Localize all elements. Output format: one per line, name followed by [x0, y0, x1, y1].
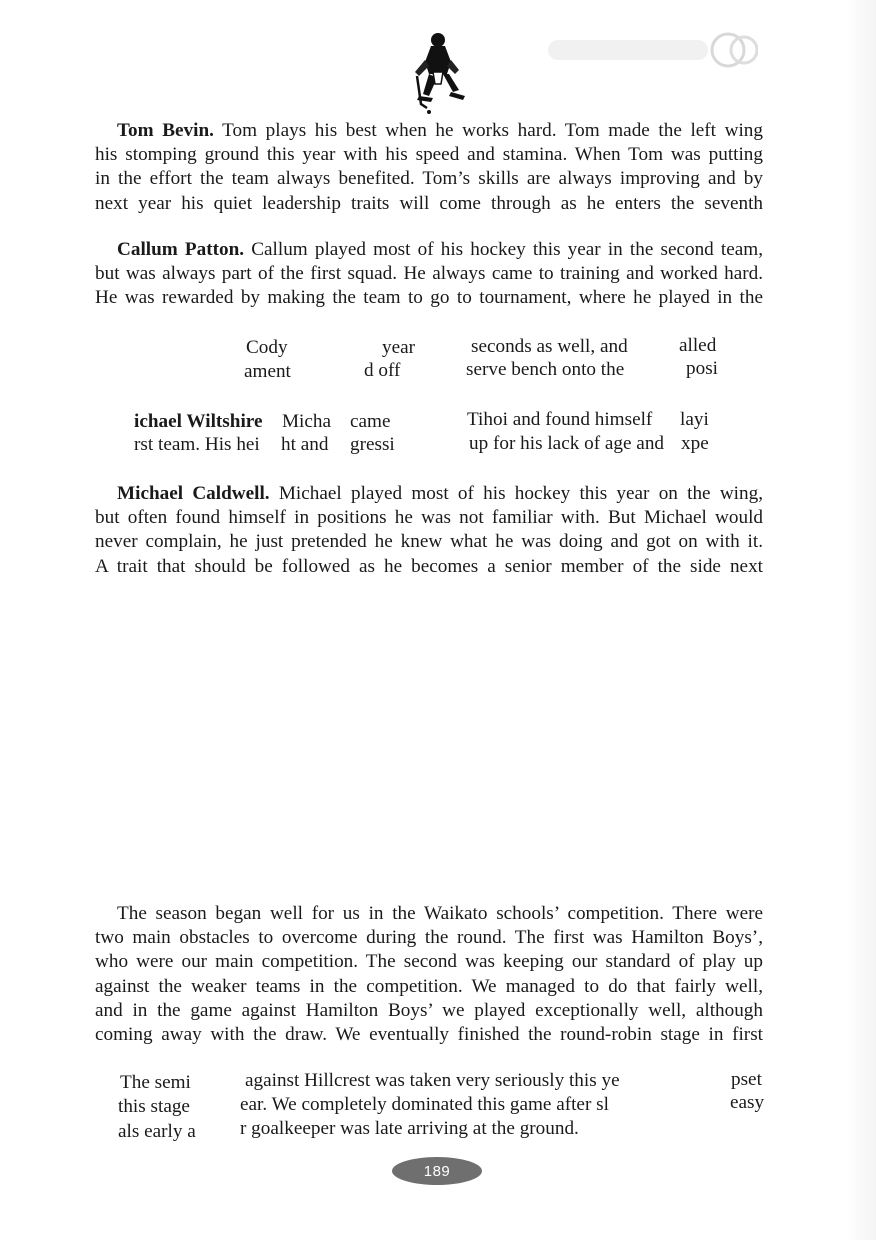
text-fragment: xpe	[681, 433, 709, 454]
michael-caldwell-paragraph	[95, 482, 763, 579]
callum-patton-paragraph	[95, 238, 763, 311]
text-fragment: serve bench onto the	[466, 359, 625, 380]
text-fragment: up for his lack of age and	[469, 433, 665, 454]
text-fragment: ichael Wiltshire	[134, 411, 263, 432]
player-name: Tom Bevin.	[117, 120, 214, 141]
paragraph-line: his stomping ground this year with his speed and stamina. When Tom was putting	[95, 144, 763, 166]
paragraph-line: never complain, he just pretended he knew what he was doing and got on with it.	[95, 531, 763, 553]
text-fragment: ht and	[281, 434, 329, 455]
text-fragment: layi	[680, 409, 709, 430]
paragraph-line: but often found himself in positions he was not familiar with. But Michael would	[95, 507, 763, 529]
text-fragment: easy	[730, 1092, 765, 1113]
paragraph-line: Michael Caldwell. Michael played most of his hockey this year on the wing,	[117, 483, 763, 504]
text-fragment: r goalkeeper was late arriving at the ground.	[240, 1118, 579, 1139]
paragraph-line: A trait that should be followed as he becomes a senior member of the side next	[95, 555, 763, 577]
text-fragment: The semi	[120, 1072, 191, 1093]
page-number: 189	[423, 1162, 451, 1180]
text-fragment: year	[382, 337, 416, 358]
text-fragment: this stage	[118, 1096, 190, 1117]
paragraph-line: Tom Bevin. Tom plays his best when he works hard. Tom made the left wing	[117, 120, 763, 141]
text-fragment: ament	[244, 361, 291, 382]
player-name: Callum Patton.	[117, 239, 245, 260]
paragraph-line: He was rewarded by making the team to go to tournament, where he played in the	[95, 287, 763, 309]
text-fragment: came	[350, 411, 391, 432]
player-name: Michael Caldwell.	[117, 483, 270, 504]
page-number-badge	[392, 1157, 482, 1185]
text-fragment: rst team. His hei	[134, 434, 260, 455]
paragraph-line: next year his quiet leadership traits will come through as he enters the seventh	[95, 192, 763, 214]
text-fragment: Cody	[246, 337, 288, 358]
paragraph-line: coming away with the draw. We eventually finished the round-robin stage in first	[95, 1024, 763, 1046]
paragraph-line: against the weaker teams in the competition. We managed to do that fairly well,	[95, 975, 763, 997]
text-fragment: ear. We completely dominated this game after sl	[240, 1094, 609, 1115]
tom-bevin-paragraph	[95, 119, 763, 216]
paragraph-line: two main obstacles to overcome during the round. The first was Hamilton Boys’,	[95, 927, 763, 949]
paragraph-line: in the effort the team always benefited. Tom’s skills are always improving and by	[95, 168, 763, 190]
page-edge-shadow	[846, 0, 876, 1240]
season-paragraph	[95, 902, 763, 1047]
paragraph-line: who were our main competition. The second was keeping our standard of play up	[95, 951, 763, 973]
text-fragment: Micha	[282, 411, 332, 432]
text-fragment: against Hillcrest was taken very seriously this ye	[245, 1070, 620, 1091]
paragraph-line: Callum Patton. Callum played most of his hockey this year in the second team,	[117, 239, 764, 260]
paragraph-line: and in the game against Hamilton Boys’ we played exceptionally well, although	[95, 999, 763, 1021]
text-fragment: pset	[731, 1069, 762, 1090]
hockey-player-logo	[407, 32, 469, 118]
paragraph-line: The season began well for us in the Waikato schools’ competition. There were	[117, 903, 763, 924]
corner-emblem-icon	[548, 30, 758, 72]
paragraph-line: but was always part of the first squad. He always came to training and worked hard.	[95, 263, 763, 285]
text-fragment: Tihoi and found himself	[467, 409, 653, 430]
text-fragment: gressi	[350, 434, 395, 455]
text-fragment: als early a	[118, 1121, 196, 1142]
text-fragment: seconds as well, and	[471, 336, 628, 357]
text-fragment: alled	[679, 335, 717, 356]
text-fragment: posi	[686, 358, 718, 379]
text-fragment: d off	[364, 360, 401, 381]
